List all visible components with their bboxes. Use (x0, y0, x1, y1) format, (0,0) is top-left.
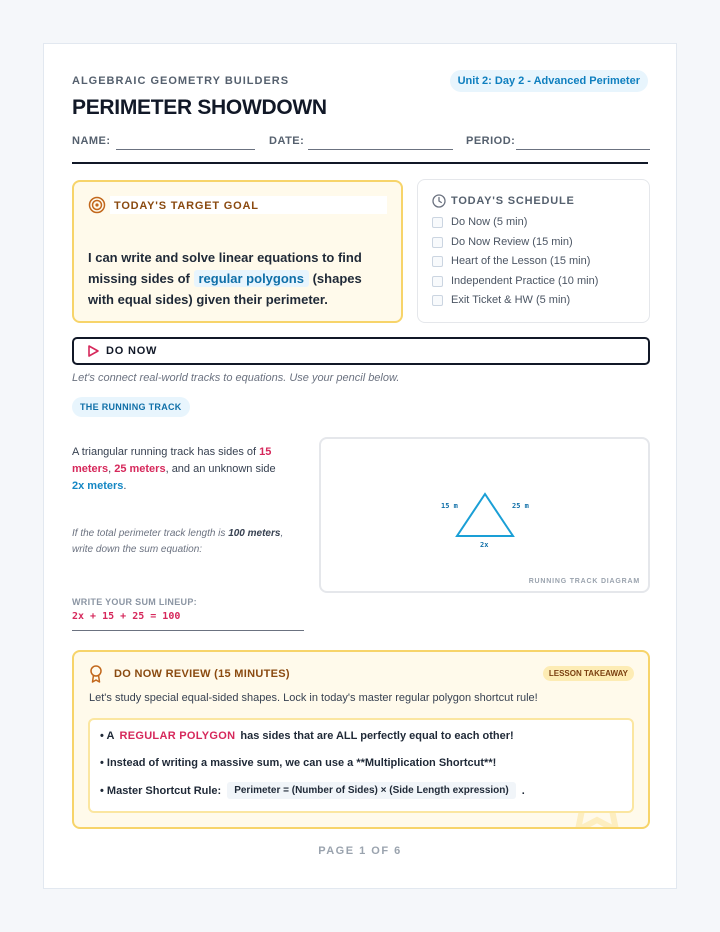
hint-part: If the total perimeter track length is (72, 528, 226, 539)
play-icon (86, 344, 100, 358)
problem-part: , and an unknown side (165, 463, 276, 475)
schedule-item[interactable] (432, 216, 527, 228)
schedule-item-label: Heart of the Lesson (15 min) (451, 255, 591, 267)
review-subtitle: Let's study special equal-sided shapes. Lock in today's master regular polygon shortcut rule! (89, 692, 538, 704)
target-goal-card (72, 180, 403, 323)
right-side-label: 25 m (512, 502, 529, 510)
page-title: PERIMETER SHOWDOWN (72, 96, 327, 119)
rule-master-shortcut (100, 782, 525, 799)
schedule-card (417, 179, 650, 323)
do-now-review-card (72, 650, 650, 829)
do-now-header (72, 337, 650, 365)
lineup-equation[interactable]: 2x + 15 + 25 = 100 (72, 611, 181, 622)
problem-part: , (108, 463, 112, 475)
schedule-item-label: Do Now Review (15 min) (451, 236, 573, 248)
schedule-item[interactable] (432, 255, 590, 267)
goal-text-start: I can write and solve linear equations to find missing sides of (88, 250, 362, 286)
schedule-item[interactable] (432, 275, 598, 287)
date-field[interactable] (308, 149, 453, 150)
target-icon (88, 196, 106, 214)
rule-card (88, 718, 634, 813)
rule-multiplication: • Instead of writing a massive sum, we can use a **Multiplication Shortcut**! (100, 757, 497, 769)
header-divider (72, 162, 648, 164)
triangle-diagram (321, 439, 648, 591)
problem-part: . (123, 480, 127, 492)
goal-statement (88, 247, 388, 310)
regular-polygon-term: REGULAR POLYGON (119, 730, 236, 742)
schedule-item-label: Independent Practice (10 min) (451, 275, 599, 287)
rule-part: • A (100, 730, 115, 742)
perimeter-hint (72, 526, 307, 558)
rule-part: . (521, 784, 525, 797)
triangle-shape (457, 494, 513, 536)
rule-regular-polygon (100, 730, 514, 742)
side-unknown: 2x meters (72, 480, 124, 492)
date-label: DATE: (269, 135, 305, 147)
unit-badge: Unit 2: Day 2 - Advanced Perimeter (450, 70, 648, 92)
schedule-item[interactable] (432, 236, 573, 248)
section-pill: THE RUNNING TRACK (72, 397, 190, 417)
left-side-label: 15 m (441, 502, 458, 510)
checkbox[interactable] (432, 256, 443, 267)
checkbox[interactable] (432, 237, 443, 248)
perimeter-formula: Perimeter = (Number of Sides) × (Side Length expression) (227, 782, 516, 799)
award-icon (89, 665, 103, 683)
do-now-label: DO NOW (106, 345, 158, 357)
goal-text-end: (shapes with equal sides) given their perimeter. (88, 271, 362, 307)
bottom-side-label: 2x (480, 541, 489, 549)
review-title: DO NOW REVIEW (15 MINUTES) (114, 668, 290, 680)
rule-part: has sides that are ALL perfectly equal to each other! (240, 730, 514, 742)
schedule-title: TODAY'S SCHEDULE (451, 195, 575, 207)
rule-part: • Master Shortcut Rule: (100, 784, 222, 797)
clock-icon (432, 194, 446, 208)
goal-highlight: regular polygons (194, 270, 309, 287)
course-kicker: ALGEBRAIC GEOMETRY BUILDERS (72, 75, 290, 87)
diagram-caption: RUNNING TRACK DIAGRAM (528, 578, 640, 585)
period-field[interactable] (516, 149, 650, 150)
period-label: PERIOD: (466, 135, 516, 147)
do-now-subtitle: Let's connect real-world tracks to equations. Use your pencil below. (72, 372, 400, 384)
schedule-item[interactable] (432, 294, 570, 306)
side-one: 15 meters (72, 446, 272, 475)
schedule-item-label: Do Now (5 min) (451, 216, 528, 228)
checkbox[interactable] (432, 217, 443, 228)
hint-total: 100 meters (228, 528, 281, 539)
page-number: PAGE 1 OF 6 (318, 845, 402, 857)
checkbox[interactable] (432, 295, 443, 306)
worksheet-page (43, 43, 677, 889)
side-two: 25 meters (114, 463, 166, 475)
lineup-answer-line (72, 630, 304, 631)
name-label: NAME: (72, 135, 111, 147)
hint-part: , write down the sum equation: (72, 528, 284, 555)
problem-text (72, 444, 287, 495)
schedule-item-label: Exit Ticket & HW (5 min) (451, 294, 571, 306)
goal-title: TODAY'S TARGET GOAL (114, 200, 259, 212)
name-field[interactable] (116, 149, 255, 150)
checkbox[interactable] (432, 276, 443, 287)
lesson-takeaway-badge: LESSON TAKEAWAY (543, 666, 634, 681)
lineup-label: WRITE YOUR SUM LINEUP: (72, 597, 197, 607)
problem-part: A triangular running track has sides of (72, 446, 257, 458)
track-diagram (319, 437, 650, 593)
